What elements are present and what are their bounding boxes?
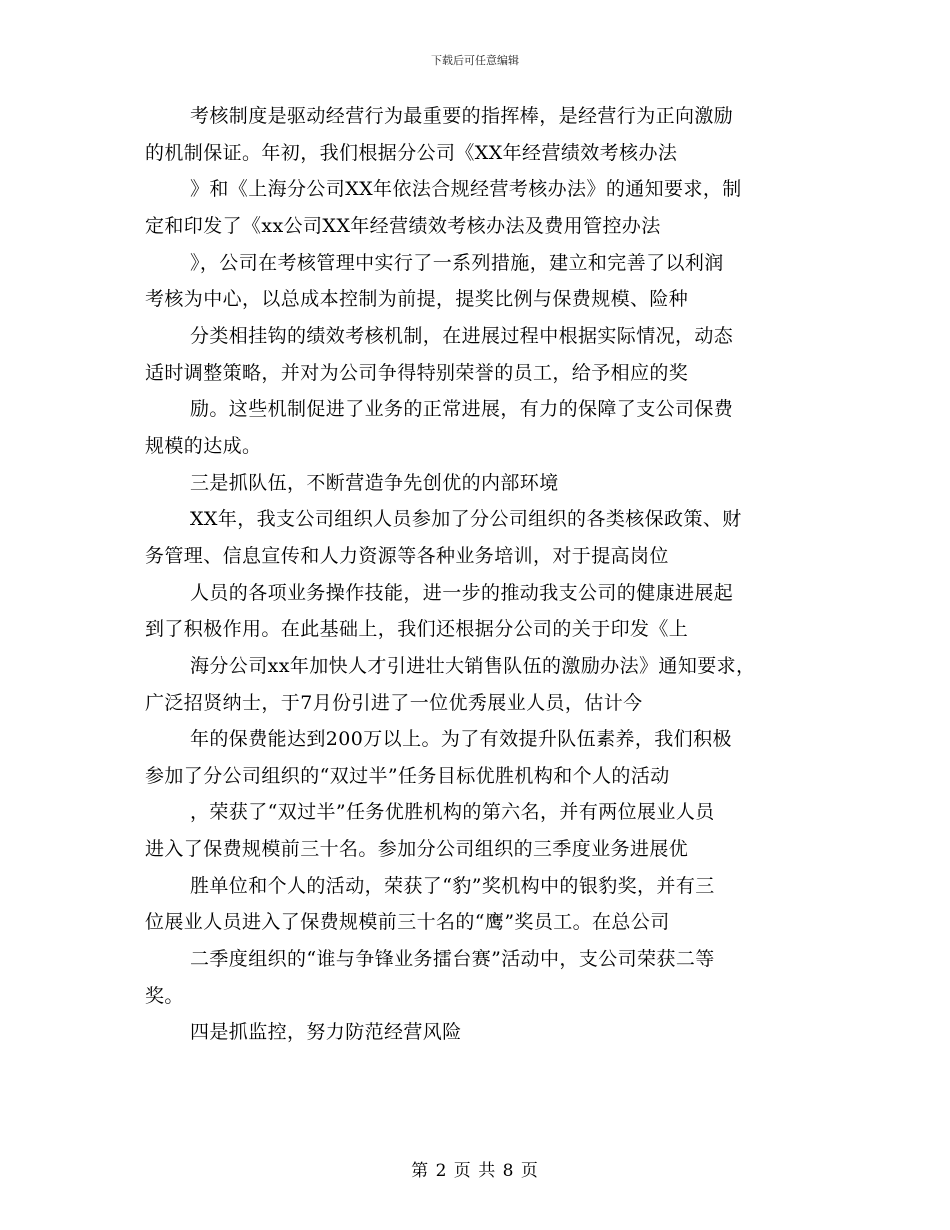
document-body bbox=[0, 98, 950, 1051]
text-line: 参加了分公司组织的“双过半”任务目标优胜机构和个人的活动 bbox=[145, 764, 670, 787]
text-line: 奖。 bbox=[145, 984, 184, 1007]
text-line: XX年，我支公司组织人员参加了分公司组织的各类核保政策、财 bbox=[190, 508, 742, 531]
text-line: 三是抓队伍，不断营造争先创优的内部环境 bbox=[190, 471, 559, 494]
text-line: 考核制度是驱动经营行为最重要的指挥棒，是经营行为正向激励 bbox=[190, 105, 734, 127]
text-line: 四是抓监控，努力防范经营风险 bbox=[190, 1021, 462, 1044]
page-header-note: 下载后可任意编辑 bbox=[431, 54, 519, 67]
text-line: 二季度组织的“谁与争锋业务擂台赛”活动中，支公司荣获二等 bbox=[190, 948, 715, 971]
text-line: 分类相挂钩的绩效考核机制，在进展过程中根据实际情况，动态 bbox=[190, 324, 734, 347]
text-line: 》，公司在考核管理中实行了一系列措施，建立和完善了以利润 bbox=[190, 251, 724, 274]
text-line: 人员的各项业务操作技能，进一步的推动我支公司的健康进展起 bbox=[190, 581, 734, 604]
text-line: 年的保费能达到200万以上。为了有效提升队伍素养，我们积极 bbox=[190, 728, 732, 751]
text-line: 到了积极作用。在此基础上，我们还根据分公司的关于印发《上 bbox=[145, 618, 689, 641]
text-line: 适时调整策略，并对为公司争得特别荣誉的员工，给予相应的奖 bbox=[145, 361, 689, 384]
text-line: 规模的达成。 bbox=[145, 434, 262, 457]
text-line: 定和印发了《xx公司XX年经营绩效考核办法及费用管控办法 bbox=[145, 214, 661, 237]
text-line: 广泛招贤纳士，于7月份引进了一位优秀展业人员，估计今 bbox=[145, 691, 643, 714]
text-line: 海分公司xx年加快人才引进壮大销售队伍的激励办法》通知要求， bbox=[190, 654, 756, 677]
text-line: 胜单位和个人的活动，荣获了“豹”奖机构中的银豹奖，并有三 bbox=[190, 874, 715, 897]
page-number-footer: 第 2 页 共 8 页 bbox=[411, 1161, 539, 1181]
text-line: 进入了保费规模前三十名。参加分公司组织的三季度业务进展优 bbox=[145, 838, 689, 861]
text-line: 考核为中心，以总成本控制为前提，提奖比例与保费规模、险种 bbox=[145, 288, 689, 311]
text-line: 》和《上海分公司XX年依法合规经营考核办法》的通知要求，制 bbox=[190, 178, 742, 201]
text-line: 的机制保证。年初，我们根据分公司《XX年经营绩效考核办法 bbox=[145, 141, 678, 164]
text-line: 位展业人员进入了保费规模前三十名的“鹰”奖员工。在总公司 bbox=[145, 911, 670, 934]
text-line: 务管理、信息宣传和人力资源等各种业务培训，对于提高岗位 bbox=[145, 544, 669, 567]
text-line: 励。这些机制促进了业务的正常进展，有力的保障了支公司保费 bbox=[190, 398, 734, 421]
text-line: ，荣获了“双过半”任务优胜机构的第六名，并有两位展业人员 bbox=[190, 801, 715, 824]
